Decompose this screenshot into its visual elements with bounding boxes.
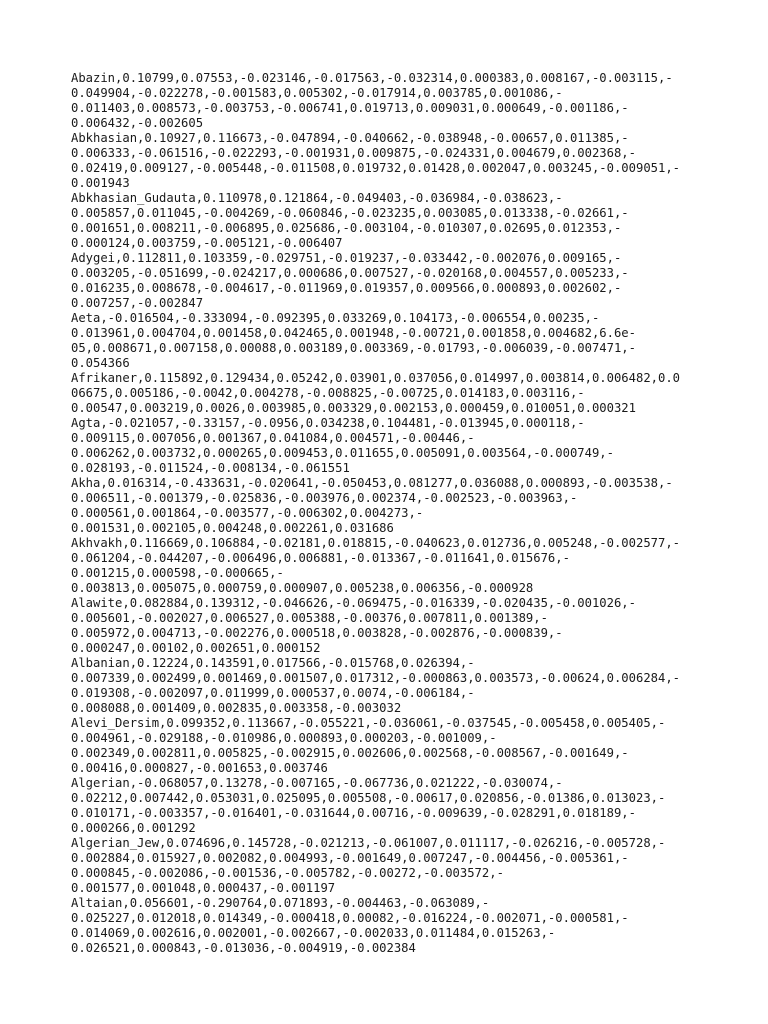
data-line: 0.002884,0.015927,0.002082,0.004993,-0.001649,0.007247,-0.004456,-0.005361,- [71, 851, 629, 865]
data-line: 0.000266,0.001292 [71, 821, 196, 835]
data-line: 0.007339,0.002499,0.001469,0.001507,0.017312,-0.000863,0.003573,-0.00624,0.006284,- [71, 671, 681, 685]
data-line: 0.005857,0.011045,-0.004269,-0.060846,-0.023235,0.003085,0.013338,-0.02661,- [71, 206, 629, 220]
data-line: 06675,0.005186,-0.0042,0.004278,-0.008825,-0.00725,0.014183,0.003116,- [71, 386, 585, 400]
data-line: Algerian,-0.068057,0.13278,-0.007165,-0.067736,0.021222,-0.030074,- [71, 776, 563, 790]
data-line: 0.001215,0.000598,-0.000665,- [71, 566, 284, 580]
data-line: 0.001943 [71, 176, 130, 190]
data-line: 0.004961,-0.029188,-0.010986,0.000893,0.000203,-0.001009,- [71, 731, 497, 745]
data-line: 0.014069,0.002616,0.002001,-0.002667,-0.002033,0.011484,0.015263,- [71, 926, 556, 940]
data-line: 0.02212,0.007442,0.053031,0.025095,0.005508,-0.00617,0.020856,-0.01386,0.013023,- [71, 791, 666, 805]
data-line: Abkhasian,0.10927,0.116673,-0.047894,-0.040662,-0.038948,-0.00657,0.011385,- [71, 131, 629, 145]
data-line: Aeta,-0.016504,-0.333094,-0.092395,0.033269,0.104173,-0.006554,0.00235,- [71, 311, 600, 325]
data-line: Albanian,0.12224,0.143591,0.017566,-0.015768,0.026394,- [71, 656, 475, 670]
data-line: Akha,0.016314,-0.433631,-0.020641,-0.050453,0.081277,0.036088,0.000893,-0.003538,- [71, 476, 673, 490]
data-line: 0.011403,0.008573,-0.003753,-0.006741,0.019713,0.009031,0.000649,-0.001186,- [71, 101, 629, 115]
data-line: 0.010171,-0.003357,-0.016401,-0.031644,0.00716,-0.009639,-0.028291,0.018189,- [71, 806, 636, 820]
data-line: Abazin,0.10799,0.07553,-0.023146,-0.017563,-0.032314,0.000383,0.008167,-0.003115,- [71, 71, 673, 85]
data-line: 0.00416,0.000827,-0.001653,0.003746 [71, 761, 328, 775]
data-line: 0.02419,0.009127,-0.005448,-0.011508,0.019732,0.01428,0.002047,0.003245,-0.009051,- [71, 161, 681, 175]
data-line: 0.008088,0.001409,0.002835,0.003358,-0.003032 [71, 701, 402, 715]
data-line: 0.019308,-0.002097,0.011999,0.000537,0.0074,-0.006184,- [71, 686, 475, 700]
data-line: 0.00547,0.003219,0.0026,0.003985,0.003329,0.002153,0.000459,0.010051,0.000321 [71, 401, 636, 415]
data-line: 0.000247,0.00102,0.002651,0.000152 [71, 641, 321, 655]
data-line: 0.005601,-0.002027,0.006527,0.005388,-0.00376,0.007811,0.001389,- [71, 611, 548, 625]
data-line: Alawite,0.082884,0.139312,-0.046626,-0.069475,-0.016339,-0.020435,-0.001026,- [71, 596, 636, 610]
data-line: 0.006262,0.003732,0.000265,0.009453,0.011655,0.005091,0.003564,-0.000749,- [71, 446, 614, 460]
data-line: 0.007257,-0.002847 [71, 296, 204, 310]
data-line: 0.009115,0.007056,0.001367,0.041084,0.004571,-0.00446,- [71, 431, 475, 445]
data-line: 0.003205,-0.051699,-0.024217,0.000686,0.007527,-0.020168,0.004557,0.005233,- [71, 266, 629, 280]
data-line: 0.013961,0.004704,0.001458,0.042465,0.001948,-0.00721,0.001858,0.004682,6.6e- [71, 326, 636, 340]
data-line: Abkhasian_Gudauta,0.110978,0.121864,-0.049403,-0.036984,-0.038623,- [71, 191, 563, 205]
data-line: 0.001651,0.008211,-0.006895,0.025686,-0.003104,-0.010307,0.02695,0.012353,- [71, 221, 622, 235]
data-line: 0.049904,-0.022278,-0.001583,0.005302,-0.017914,0.003785,0.001086,- [71, 86, 563, 100]
data-line: Altaian,0.056601,-0.290764,0.071893,-0.004463,-0.063089,- [71, 896, 490, 910]
data-line: Alevi_Dersim,0.099352,0.113667,-0.055221,-0.036061,-0.037545,-0.005458,0.005405,- [71, 716, 666, 730]
data-line: 0.028193,-0.011524,-0.008134,-0.061551 [71, 461, 350, 475]
data-line: Afrikaner,0.115892,0.129434,0.05242,0.03901,0.037056,0.014997,0.003814,0.006482,0.0 [71, 371, 681, 385]
data-line: 0.000124,0.003759,-0.005121,-0.006407 [71, 236, 343, 250]
data-line: 0.054366 [71, 356, 130, 370]
data-line: Akhvakh,0.116669,0.106884,-0.02181,0.018815,-0.040623,0.012736,0.005248,-0.002577,- [71, 536, 681, 550]
data-line: Agta,-0.021057,-0.33157,-0.0956,0.034238,0.104481,-0.013945,0.000118,- [71, 416, 585, 430]
data-line: Algerian_Jew,0.074696,0.145728,-0.021213,-0.061007,0.011117,-0.026216,-0.005728,- [71, 836, 666, 850]
data-line: 0.002349,0.002811,0.005825,-0.002915,0.002606,0.002568,-0.008567,-0.001649,- [71, 746, 629, 760]
data-line: 0.026521,0.000843,-0.013036,-0.004919,-0.002384 [71, 941, 416, 955]
data-line: 0.061204,-0.044207,-0.006496,0.006881,-0.013367,-0.011641,0.015676,- [71, 551, 570, 565]
data-line: 05,0.008671,0.007158,0.00088,0.003189,0.003369,-0.01793,-0.006039,-0.007471,- [71, 341, 636, 355]
data-line: 0.005972,0.004713,-0.002276,0.000518,0.003828,-0.002876,-0.000839,- [71, 626, 563, 640]
csv-document [71, 71, 701, 956]
data-line: 0.003813,0.005075,0.000759,0.000907,0.005238,0.006356,-0.000928 [71, 581, 534, 595]
data-line: 0.006333,-0.061516,-0.022293,-0.001931,0.009875,-0.024331,0.004679,0.002368,- [71, 146, 636, 160]
data-line: 0.025227,0.012018,0.014349,-0.000418,0.00082,-0.016224,-0.002071,-0.000581,- [71, 911, 629, 925]
data-line: 0.000845,-0.002086,-0.001536,-0.005782,-0.00272,-0.003572,- [71, 866, 504, 880]
data-line: 0.006511,-0.001379,-0.025836,-0.003976,0.002374,-0.002523,-0.003963,- [71, 491, 578, 505]
data-line: 0.001577,0.001048,0.000437,-0.001197 [71, 881, 336, 895]
data-line: Adygei,0.112811,0.103359,-0.029751,-0.019237,-0.033442,-0.002076,0.009165,- [71, 251, 622, 265]
data-line: 0.016235,0.008678,-0.004617,-0.011969,0.019357,0.009566,0.000893,0.002602,- [71, 281, 622, 295]
data-line: 0.006432,-0.002605 [71, 116, 204, 130]
data-line: 0.000561,0.001864,-0.003577,-0.006302,0.004273,- [71, 506, 424, 520]
data-line: 0.001531,0.002105,0.004248,0.002261,0.031686 [71, 521, 394, 535]
